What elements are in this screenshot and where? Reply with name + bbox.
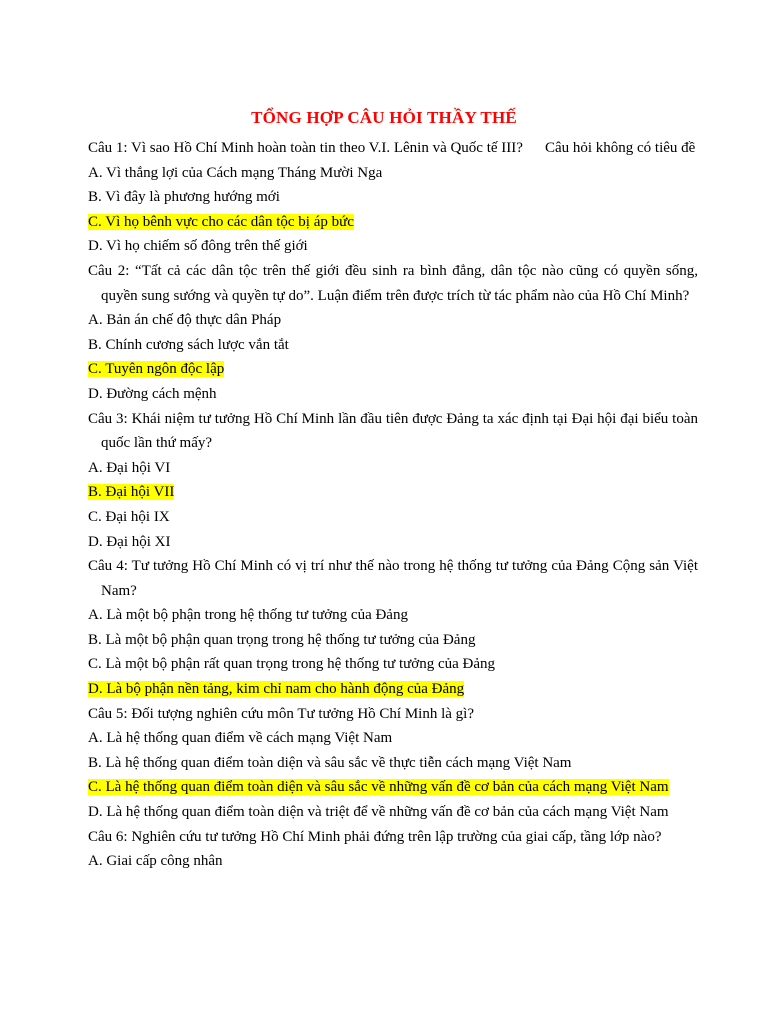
question-4: Câu 4: Tư tưởng Hồ Chí Minh có vị trí như thế nào trong hệ thống tư tưởng của Đảng Cộng sản Việt Nam?	[88, 558, 698, 599]
option-1b: B. Vì đây là phương hướng mới	[88, 189, 280, 206]
option-3b-answer: B. Đại hội VII	[88, 484, 175, 501]
option-5d: D. Là hệ thống quan điểm toàn diện và triệt để về những vấn đề cơ bản của cách mạng Việt Nam	[88, 804, 669, 821]
question-note: Câu hỏi không có tiêu đề	[544, 140, 696, 156]
option-3a: A. Đại hội VI	[88, 459, 171, 476]
option-5c-answer: C. Là hệ thống quan điểm toàn diện và sâu sắc về những vấn đề cơ bản của cách mạng Việt Nam	[88, 779, 669, 796]
option-4a: A. Là một bộ phận trong hệ thống tư tưởng của Đảng	[88, 607, 408, 624]
option-1d: D. Vì họ chiếm số đông trên thế giới	[88, 238, 308, 255]
option-3d: D. Đại hội XI	[88, 533, 171, 550]
question-5: Câu 5: Đối tượng nghiên cứu môn Tư tưởng Hồ Chí Minh là gì?	[88, 705, 475, 722]
question-6: Câu 6: Nghiên cứu tư tưởng Hồ Chí Minh phải đứng trên lập trường của giai cấp, tầng lớp nào?	[88, 828, 662, 845]
option-2a: A. Bản án chế độ thực dân Pháp	[88, 312, 282, 329]
question-list	[88, 136, 698, 874]
option-4c: C. Là một bộ phận rất quan trọng trong hệ thống tư tưởng của Đảng	[88, 656, 496, 673]
option-5b: B. Là hệ thống quan điểm toàn diện và sâu sắc về thực tiễn cách mạng Việt Nam	[88, 754, 572, 771]
option-2b: B. Chính cương sách lược vắn tắt	[88, 336, 289, 353]
option-4d-answer: D. Là bộ phận nền tảng, kim chỉ nam cho hành động của Đảng	[88, 681, 465, 698]
question-text: Câu 1: Vì sao Hồ Chí Minh hoàn toàn tin theo V.I. Lênin và Quốc tế III?	[88, 140, 523, 156]
question-2: Câu 2: “Tất cả các dân tộc trên thế giới đều sinh ra bình đẳng, dân tộc nào cũng có quyền sống, quyền sung sướng và quyền tự do”. Luận điểm trên được trích từ tác phẩm nào của Hồ Chí Minh?	[88, 262, 698, 304]
option-2c-answer: C. Tuyên ngôn độc lập	[88, 361, 225, 378]
option-4b: B. Là một bộ phận quan trọng trong hệ thống tư tưởng của Đảng	[88, 631, 476, 648]
option-6a: A. Giai cấp công nhân	[88, 853, 223, 870]
question-3: Câu 3: Khái niệm tư tưởng Hồ Chí Minh lần đầu tiên được Đảng ta xác định tại Đại hội đại biểu toàn quốc lần thứ mấy?	[88, 410, 698, 452]
option-2d: D. Đường cách mệnh	[88, 385, 217, 402]
option-3c: C. Đại hội IX	[88, 508, 170, 525]
question-1	[88, 136, 698, 161]
document-title: TỔNG HỢP CÂU HỎI THẦY THẾ	[251, 108, 517, 127]
option-5a: A. Là hệ thống quan điểm về cách mạng Việt Nam	[88, 730, 393, 747]
option-1a: A. Vì thắng lợi của Cách mạng Tháng Mười Nga	[88, 164, 383, 181]
option-1c-answer: C. Vì họ bênh vực cho các dân tộc bị áp bức	[88, 213, 354, 230]
